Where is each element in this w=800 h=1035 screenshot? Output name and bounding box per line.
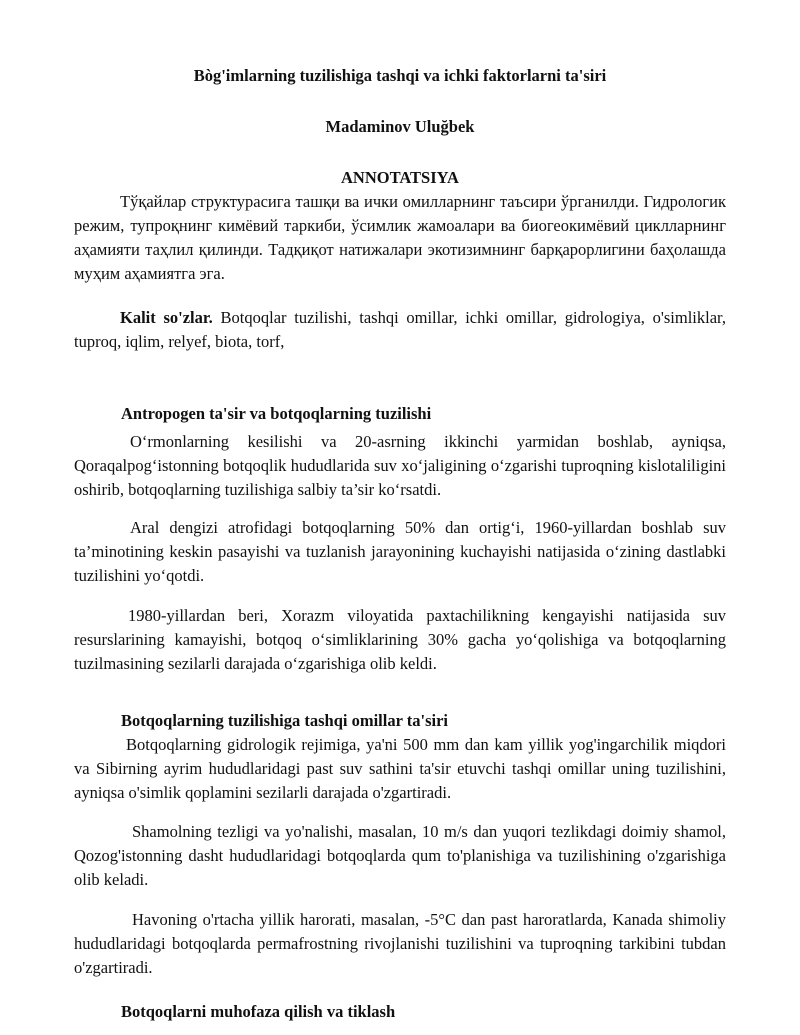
keywords-paragraph — [74, 306, 726, 354]
section-heading-anthropogenic: Antropogen ta'sir va botqoqlarning tuzilishi — [121, 404, 432, 423]
keywords-text: Botqoqlar tuzilishi, tashqi omillar, ichki omillar, gidrologiya, o'simliklar, tuproq, iqlim, relyef, biota, torf, — [74, 308, 726, 351]
annotation-heading: ANNOTATSIYA — [341, 168, 459, 187]
section2-paragraph-2: Shamolning tezligi va yo'nalishi, masalan, 10 m/s dan yuqori tezlikdagi doimiy shamol, Qozog'istonning dasht hududlaridagi botqoqlarda qum to'planishiga va tuzilishining o'zgarishiga olib keladi. — [74, 822, 726, 889]
section1-paragraph-3: 1980-yillardan beri, Xorazm viloyatida paxtachilikning kengayishi natijasida suv resurslarining kamayishi, botqoq o‘simliklarining 30% gacha yo‘qolishiga va botqoqlarning tuzilmasining sezilarli darajada o‘zgarishiga olib keldi. — [74, 606, 726, 673]
section1-paragraph-1: O‘rmonlarning kesilishi va 20-asrning ikkinchi yarmidan boshlab, ayniqsa, Qoraqalpog‘istonning botqoqlik hududlarida suv xo‘jaligining o‘zgarishi tuproqning kislotaliligini oshirib, botqoqlarning tuzilishiga salbiy ta’sir ko‘rsatdi. — [74, 432, 726, 499]
document-title: Bòg'imlarning tuzilishiga tashqi va ichki faktorlarni ta'siri — [193, 66, 607, 85]
annotation-paragraph: Тўқайлар структурасига ташқи ва ички омилларнинг таъсири ўрганилди. Гидрологик режим, тупроқнинг кимёвий таркиби, ўсимлик жамоалари ва биогеокимёвий циклларнинг аҳамияти таҳлил қилинди. Тадқиқот натижалари экотизимнинг барқарорлигини баҳолашда муҳим аҳамиятга эга. — [74, 192, 726, 283]
section-heading-protection: Botqoqlarni muhofaza qilish va tiklash — [121, 1002, 396, 1021]
author-name: Madaminov Uluğbek — [325, 117, 475, 136]
section2-paragraph-1: Botqoqlarning gidrologik rejimiga, ya'ni 500 mm dan kam yillik yog'ingarchilik miqdori va Sibirning ayrim hududlaridagi past suv sathini ta'sir etuvchi tashqi omillar uning tuzilishini, ayniqsa o'simlik qoplamini sezilarli darajada o'zgartiradi. — [74, 735, 726, 802]
keywords-label: Kalit so'zlar. — [120, 308, 213, 327]
section1-paragraph-2: Aral dengizi atrofidagi botqoqlarning 50% dan ortig‘i, 1960-yillardan boshlab suv ta’minotining keskin pasayishi va tuzlanish jarayonining kuchayishi natijasida o‘zining dastlabki tuzilishini yo‘qotdi. — [74, 518, 726, 585]
section-heading-external-factors: Botqoqlarning tuzilishiga tashqi omillar ta'siri — [121, 711, 448, 730]
section2-paragraph-3: Havoning o'rtacha yillik harorati, masalan, -5°C dan past haroratlarda, Kanada shimoliy hududlaridagi botqoqlarda permafrostning rivojlanishi tuzilishini va tuproqning tarkibini tubdan o'zgartiradi. — [74, 910, 726, 977]
